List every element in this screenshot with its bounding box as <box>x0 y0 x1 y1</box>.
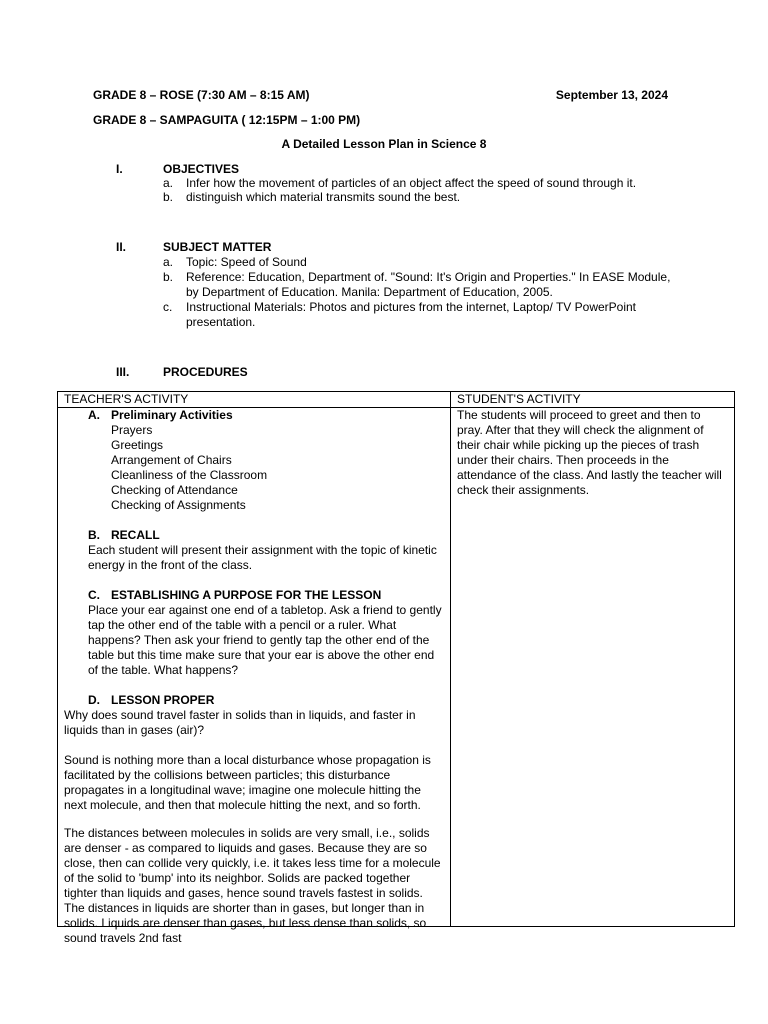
class-schedule-rose: GRADE 8 – ROSE (7:30 AM – 8:15 AM) <box>93 88 310 102</box>
step-lesson-proper: D. LESSON PROPER <box>88 693 215 707</box>
objective-item <box>163 190 683 205</box>
subject-matter-item <box>163 255 683 270</box>
header-row-1 <box>93 88 668 102</box>
item-marker: a. <box>163 176 174 190</box>
list-item: Prayers <box>111 423 153 437</box>
step-title: RECALL <box>111 528 160 542</box>
teacher-activity-cell <box>58 408 451 945</box>
table-row <box>58 408 735 927</box>
document-title: A Detailed Lesson Plan in Science 8 <box>281 137 487 151</box>
step-text: Place your ear against one end of a tabletop. Ask a friend to gently tap the other end of the table with a pencil or a ruler. What happens? Then ask your friend to gently tap the other end of the table but this time make sure that your ear is above the other end of the table. What happens? <box>88 603 442 677</box>
item-marker: c. <box>163 300 173 314</box>
list-item: Cleanliness of the Classroom <box>111 468 268 482</box>
section-number-objectives: I. <box>116 162 123 176</box>
student-activity-header: STUDENT'S ACTIVITY <box>451 392 735 408</box>
step-title: ESTABLISHING A PURPOSE FOR THE LESSON <box>111 588 382 602</box>
header-row-2 <box>93 113 668 127</box>
list-item: Arrangement of Chairs <box>111 453 232 467</box>
lesson-date: September 13, 2024 <box>555 88 668 102</box>
step-text: Each student will present their assignment with the topic of kinetic energy in the front of the class. <box>88 543 437 572</box>
item-marker: a. <box>163 255 174 269</box>
lesson-paragraph: Sound is nothing more than a local disturbance whose propagation is facilitated by the collisions between particles; this disturbance propagates in a longitudinal wave; imagine one molecule hitting the next molecule, and then that molecule hitting the next, and so forth. <box>64 753 431 812</box>
section-number-procedures: III. <box>116 365 130 379</box>
section-number-subject-matter: II. <box>116 240 127 254</box>
section-title-procedures: PROCEDURES <box>163 365 248 379</box>
step-recall: B. RECALL <box>88 528 160 542</box>
step-establishing-purpose: C. ESTABLISHING A PURPOSE FOR THE LESSON <box>88 588 382 602</box>
step-title: Preliminary Activities <box>111 408 233 422</box>
lesson-paragraph: Why does sound travel faster in solids than in liquids, and faster in liquids than in gases (air)? <box>64 708 416 737</box>
step-preliminary-activities: A. Preliminary Activities <box>88 408 233 422</box>
table-header-row <box>58 392 735 408</box>
item-text: Instructional Materials: Photos and pictures from the internet, Laptop/ TV PowerPoint presentation. <box>186 300 637 329</box>
item-text: distinguish which material transmits sound the best. <box>186 190 461 204</box>
class-schedule-sampaguita: GRADE 8 – SAMPAGUITA ( 12:15PM – 1:00 PM) <box>93 113 361 127</box>
subject-matter-item <box>163 300 683 330</box>
student-activity-cell <box>451 408 735 927</box>
objective-item <box>163 176 683 191</box>
section-title-subject-matter: SUBJECT MATTER <box>163 240 272 254</box>
step-title: LESSON PROPER <box>111 693 215 707</box>
list-item: Checking of Attendance <box>111 483 238 497</box>
list-item: Checking of Assignments <box>111 498 246 512</box>
teacher-activity-header: TEACHER'S ACTIVITY <box>58 392 451 408</box>
item-text: Reference: Education, Department of. "Sound: It's Origin and Properties." In EASE Module, by Department of Education. Manila: Department of Education, 2005. <box>186 270 671 299</box>
item-marker: b. <box>163 190 174 204</box>
subject-matter-item <box>163 270 683 300</box>
item-text: Infer how the movement of particles of an object affect the speed of sound through it. <box>186 176 637 190</box>
lesson-paragraph: The distances between molecules in solids are very small, i.e., solids are denser - as compared to liquids and gases. Because they are so close, then can collide very quickly, i.e. it takes less time for a molecule of the solid to 'bump' into its neighbor. Solids are packed together tighter than liquids and gases, hence sound travels fastest in solids. The distances in liquids are shorter than in gases, but longer than in solids. Liquids are denser than gases, but less dense than solids, so sound travels 2nd fast <box>64 826 441 945</box>
item-text: Topic: Speed of Sound <box>186 255 307 269</box>
procedures-table <box>57 391 735 945</box>
item-marker: b. <box>163 270 174 284</box>
list-item: Greetings <box>111 438 164 452</box>
student-activity-text: The students will proceed to greet and then to pray. After that they will check the alignment of their chair while picking up the pieces of trash under their chairs. Then proceeds in the attendance of the class. And lastly the teacher will check their assignments. <box>457 408 722 497</box>
section-title-objectives: OBJECTIVES <box>163 162 240 176</box>
